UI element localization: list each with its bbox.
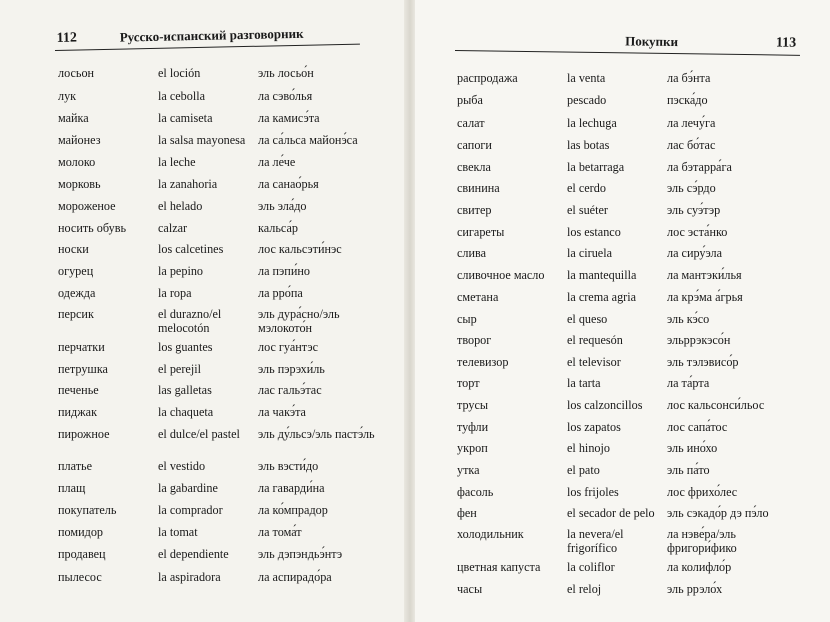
transcription: ла санао́рья: [258, 177, 319, 191]
spanish-word: la comprador: [158, 503, 223, 517]
spanish-word: el cerdo: [567, 181, 606, 195]
russian-word: сметана: [457, 290, 499, 304]
spanish-word: el loción: [158, 66, 201, 80]
spanish-word: la leche: [158, 155, 196, 169]
russian-word: слива: [457, 246, 487, 260]
transcription: ла аспирадо́ра: [258, 570, 332, 584]
russian-word: туфли: [457, 420, 489, 434]
transcription: эль ино́хо: [667, 441, 718, 455]
transcription: эль ррэло́х: [667, 582, 723, 596]
transcription: ла колифло́р: [667, 560, 732, 574]
russian-word: свекла: [457, 160, 491, 174]
spanish-word: el dependiente: [158, 547, 229, 561]
transcription: ла бэ́нта: [667, 71, 711, 85]
russian-word: платье: [58, 459, 92, 473]
transcription: эль кэ́со: [667, 312, 710, 326]
spanish-word: los guantes: [158, 340, 213, 354]
transcription: ла крэ́ма а́грья: [667, 290, 743, 304]
spanish-word: el suéter: [567, 203, 608, 217]
transcription: эль ду́льсэ/эль пастэ́ль: [258, 427, 375, 441]
transcription: ла нэве́ра/эль фригори́фико: [667, 527, 737, 555]
page-number: 112: [56, 30, 78, 46]
russian-word: трусы: [457, 398, 489, 412]
spanish-word: la lechuga: [567, 116, 617, 130]
russian-word: продавец: [58, 547, 106, 561]
spanish-word: el queso: [567, 312, 608, 326]
transcription: эль па́то: [667, 463, 710, 477]
spanish-word: la tomat: [158, 525, 198, 539]
russian-word: часы: [457, 582, 483, 596]
running-head: Русско-испанский разговорник: [119, 25, 304, 45]
russian-word: пылесос: [58, 570, 102, 584]
russian-word: мороженое: [58, 199, 116, 213]
spanish-word: el durazno/el melocotón: [158, 307, 222, 335]
spanish-word: la coliflor: [567, 560, 615, 574]
transcription: эль эла́до: [258, 199, 307, 213]
spanish-word: la cebolla: [158, 89, 206, 103]
russian-word: холодильник: [457, 527, 524, 541]
spanish-word: la aspiradora: [158, 570, 221, 584]
russian-word: укроп: [457, 441, 488, 455]
transcription: пэска́до: [667, 93, 708, 107]
transcription: эль пэрэхи́ль: [258, 362, 325, 376]
russian-word: помидор: [58, 525, 104, 539]
transcription: лос эста́нко: [667, 225, 728, 239]
spanish-word: la camiseta: [158, 111, 213, 125]
transcription: ла рро́па: [258, 286, 303, 300]
spanish-word: los calzoncillos: [567, 398, 643, 412]
transcription: эль дура́сно/эль мэлокото́н: [258, 307, 340, 335]
spanish-word: los zapatos: [567, 420, 621, 434]
spanish-word: la chaqueta: [158, 405, 214, 419]
transcription: эль сэ́рдо: [667, 181, 716, 195]
transcription: лос кальсэти́нэс: [258, 242, 342, 256]
russian-word: салат: [457, 116, 485, 130]
spanish-word: la betarraga: [567, 160, 625, 174]
transcription: эль сэкадо́р дэ пэ́ло: [667, 506, 769, 520]
russian-word: носить обувь: [58, 221, 127, 235]
russian-word: сливочное масло: [457, 268, 545, 282]
russian-word: петрушка: [58, 362, 108, 376]
transcription: лос фрихо́лес: [667, 485, 738, 499]
spanish-word: el pato: [567, 463, 600, 477]
russian-word: свинина: [457, 181, 500, 195]
transcription: ла камисэ́та: [258, 111, 320, 125]
spanish-word: la crema agria: [567, 290, 637, 304]
left-page-header: [55, 22, 360, 51]
spanish-word: el hinojo: [567, 441, 610, 455]
russian-word: распродажа: [457, 71, 518, 85]
spanish-word: la mantequilla: [567, 268, 637, 282]
spanish-word: la zanahoria: [158, 177, 218, 191]
spanish-word: la salsa mayonesa: [158, 133, 246, 147]
spanish-word: las galletas: [158, 383, 212, 397]
russian-word: торт: [457, 376, 480, 390]
russian-word: цветная капуста: [457, 560, 541, 574]
transcription: ла ле́че: [258, 155, 296, 169]
transcription: лос гуа́нтэс: [258, 340, 319, 354]
transcription: лас бо́тас: [667, 138, 716, 152]
spanish-word: los estanco: [567, 225, 621, 239]
spanish-word: la gabardine: [158, 481, 218, 495]
transcription: лос кальсонси́льос: [667, 398, 765, 412]
russian-word: утка: [457, 463, 480, 477]
transcription: эльррэкэсо́н: [667, 333, 731, 347]
transcription: лас гальэ́тас: [258, 383, 322, 397]
spanish-word: los calcetines: [158, 242, 224, 256]
transcription: ла та́рта: [667, 376, 710, 390]
spanish-word: la ciruela: [567, 246, 612, 260]
transcription: ла гаварди́на: [258, 481, 325, 495]
russian-word: лосьон: [58, 66, 95, 80]
transcription: ла ко́мпрадор: [258, 503, 328, 517]
spanish-word: el helado: [158, 199, 203, 213]
transcription: ла лечу́га: [667, 116, 716, 130]
transcription: эль лосьо́н: [258, 66, 314, 80]
spanish-word: la tarta: [567, 376, 601, 390]
transcription: ла пэпи́но: [258, 264, 310, 278]
spanish-word: el dulce/el pastel: [158, 427, 240, 441]
right-page-header: [455, 28, 800, 56]
russian-word: покупатель: [58, 503, 117, 517]
transcription: эль суэ́тэр: [667, 203, 721, 217]
russian-word: молоко: [58, 155, 96, 169]
russian-word: творог: [457, 333, 492, 347]
spanish-word: la pepino: [158, 264, 204, 278]
russian-word: рыба: [457, 93, 483, 107]
spanish-word: el vestido: [158, 459, 206, 473]
russian-word: сигареты: [457, 225, 505, 239]
transcription: эль дэпэндьэ́нтэ: [258, 547, 343, 561]
russian-word: майонез: [58, 133, 101, 147]
russian-word: одежда: [58, 286, 96, 300]
spanish-word: el perejil: [158, 362, 201, 376]
spanish-word: los frijoles: [567, 485, 619, 499]
spanish-word: el televisor: [567, 355, 621, 369]
spanish-word: la ropa: [158, 286, 192, 300]
russian-word: майка: [58, 111, 89, 125]
russian-word: пиджак: [58, 405, 97, 419]
russian-word: фен: [457, 506, 477, 520]
right-page: [415, 0, 830, 622]
spanish-word: pescado: [567, 93, 607, 107]
transcription: эль вэсти́до: [258, 459, 319, 473]
russian-word: свитер: [457, 203, 492, 217]
spanish-word: la venta: [567, 71, 606, 85]
russian-word: морковь: [58, 177, 101, 191]
spanish-word: la nevera/el frigorífico: [567, 527, 624, 555]
transcription: эль тэлэвисо́р: [667, 355, 739, 369]
transcription: лос сапа́тос: [667, 420, 728, 434]
russian-word: огурец: [58, 264, 94, 278]
transcription: кальса́р: [258, 221, 298, 235]
russian-word: персик: [58, 307, 94, 321]
spanish-word: el reloj: [567, 582, 602, 596]
russian-word: носки: [58, 242, 89, 256]
russian-word: плащ: [58, 481, 86, 495]
russian-word: пирожное: [58, 427, 110, 441]
spanish-word: el secador de pelo: [567, 506, 655, 520]
russian-word: сыр: [457, 312, 477, 326]
russian-word: печенье: [58, 383, 99, 397]
russian-word: фасоль: [457, 485, 494, 499]
transcription: ла сиру́эла: [667, 246, 722, 260]
spanish-word: el requesón: [567, 333, 623, 347]
spanish-word: calzar: [158, 221, 188, 235]
transcription: ла мантэки́лья: [667, 268, 742, 282]
transcription: ла чакэ́та: [258, 405, 306, 419]
running-head: Покупки: [625, 33, 679, 50]
russian-word: телевизор: [457, 355, 509, 369]
page-number: 113: [775, 35, 797, 51]
transcription: ла сэво́лья: [258, 89, 313, 103]
russian-word: сапоги: [457, 138, 492, 152]
russian-word: лук: [58, 89, 77, 103]
transcription: ла са́льса майонэ́са: [258, 133, 358, 147]
transcription: ла бэтарра́га: [667, 160, 732, 174]
spanish-word: las botas: [567, 138, 610, 152]
russian-word: перчатки: [58, 340, 105, 354]
left-page: [0, 0, 405, 622]
transcription: ла тома́т: [258, 525, 302, 539]
